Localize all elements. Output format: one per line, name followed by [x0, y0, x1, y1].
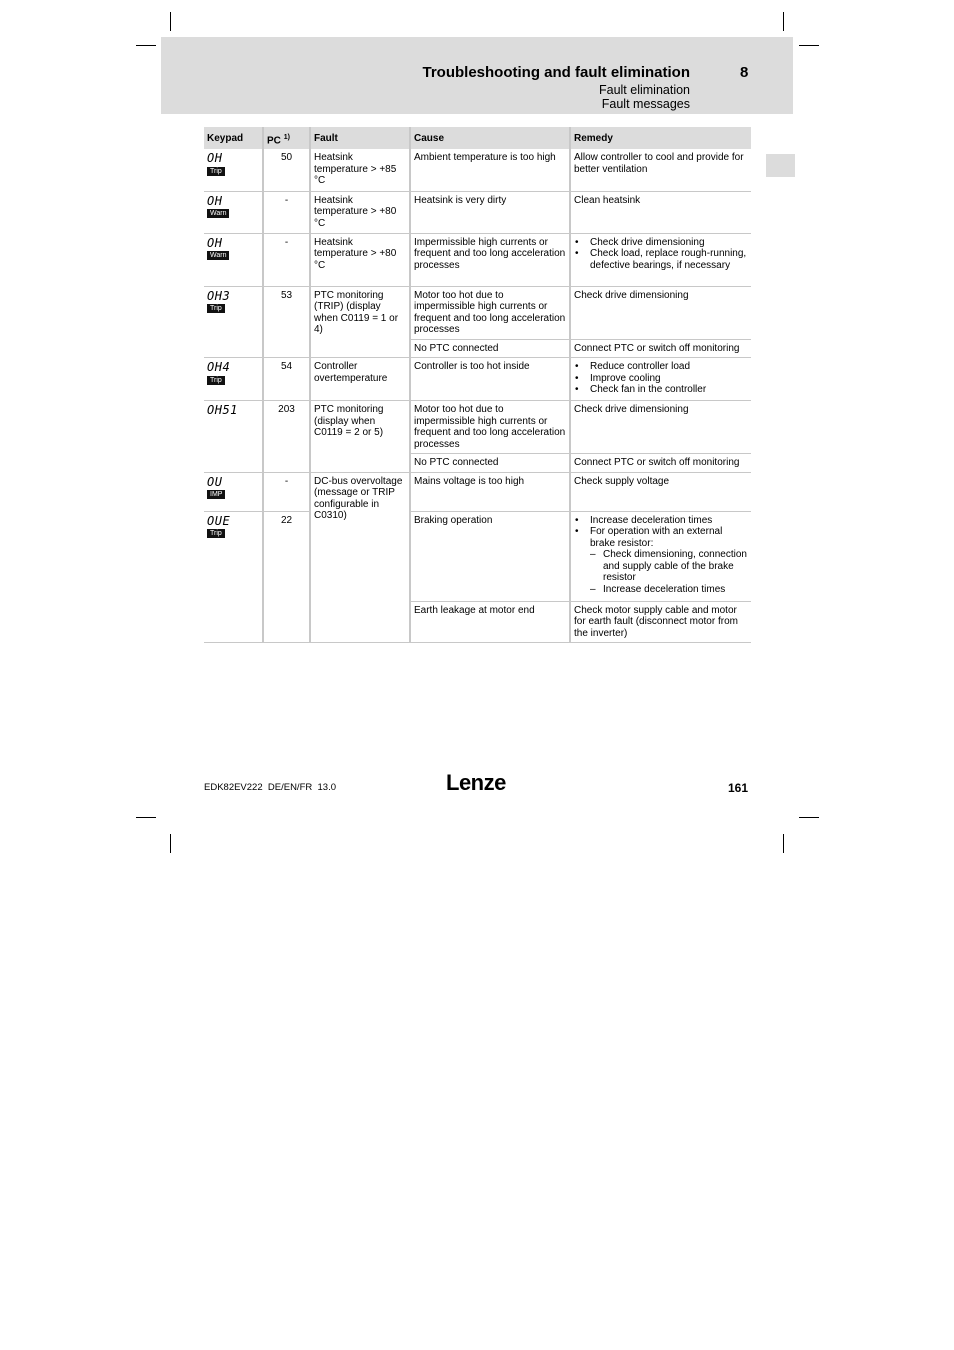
page-title: Troubleshooting and fault elimination	[422, 64, 690, 81]
remedy-cell: Check drive dimensioning	[570, 401, 751, 454]
crop-mark	[136, 45, 156, 46]
status-badge: Trip	[207, 167, 225, 176]
keypad-cell	[204, 358, 263, 401]
table-row	[204, 149, 751, 191]
status-badge: Warn	[207, 251, 229, 260]
fault-cell: DC-bus overvoltage (message or TRIP configurable in C0310)	[310, 472, 410, 643]
remedy-bullet: • Improve cooling	[574, 373, 748, 385]
footnote-mark: 1)	[283, 133, 290, 141]
status-badge: Warn	[207, 209, 229, 218]
document-id: EDK82EV222 DE/EN/FR 13.0	[204, 782, 337, 793]
remedy-cell: Allow controller to cool and provide for better ventilation	[570, 149, 751, 191]
column-header-keypad: Keypad	[204, 127, 263, 149]
cause-cell: Controller is too hot inside	[410, 358, 570, 401]
cause-cell: Motor too hot due to impermissible high currents or frequent and too long acceleration processes	[410, 401, 570, 454]
column-header-cause: Cause	[410, 127, 570, 149]
pc-cell: -	[263, 191, 310, 233]
column-header-fault: Fault	[310, 127, 410, 149]
cause-cell: Heatsink is very dirty	[410, 191, 570, 233]
pc-cell: 203	[263, 401, 310, 473]
pc-cell: 54	[263, 358, 310, 401]
remedy-cell	[570, 233, 751, 286]
remedy-bullet: • Reduce controller load	[574, 361, 748, 373]
table-row	[204, 286, 751, 339]
fault-cell: Heatsink temperature > +80 °C	[310, 233, 410, 286]
remedy-bullet: • Increase deceleration times	[574, 515, 748, 527]
status-badge: Trip	[207, 529, 225, 538]
status-badge: Trip	[207, 376, 225, 385]
keypad-display-code: OH3	[207, 288, 231, 303]
keypad-display-code: OH	[207, 151, 223, 165]
fault-messages-table	[204, 127, 751, 643]
cause-cell: No PTC connected	[410, 339, 570, 358]
remedy-subitem: – Check dimensioning, connection and supply cable of the brake resistor	[590, 549, 748, 584]
table-row	[204, 472, 751, 511]
keypad-cell	[204, 401, 263, 473]
remedy-bullet: • Check fan in the controller	[574, 384, 748, 396]
keypad-cell	[204, 233, 263, 286]
cause-cell: Mains voltage is too high	[410, 472, 570, 511]
table-row	[204, 358, 751, 401]
section-subtitle: Fault messages	[601, 97, 690, 111]
keypad-cell	[204, 149, 263, 191]
cause-cell: Ambient temperature is too high	[410, 149, 570, 191]
remedy-bullet: • Check load, replace rough-running, defective bearings, if necessary	[574, 248, 748, 271]
keypad-display-code: OH	[207, 235, 223, 250]
pc-cell: -	[263, 472, 310, 511]
remedy-cell	[570, 358, 751, 401]
crop-mark	[136, 817, 156, 818]
cause-cell: Impermissible high currents or frequent and too long acceleration processes	[410, 233, 570, 286]
keypad-cell	[204, 286, 263, 358]
status-badge: IMP	[207, 490, 225, 499]
crop-mark	[783, 834, 784, 853]
pc-cell: 53	[263, 286, 310, 358]
crop-mark	[783, 12, 784, 31]
crop-mark	[170, 834, 171, 853]
remedy-cell: Connect PTC or switch off monitoring	[570, 454, 751, 473]
cause-cell: Earth leakage at motor end	[410, 601, 570, 643]
remedy-cell: Check drive dimensioning	[570, 286, 751, 339]
remedy-cell: Check motor supply cable and motor for earth fault (disconnect motor from the inverter)	[570, 601, 751, 643]
cause-cell: No PTC connected	[410, 454, 570, 473]
table-row	[204, 511, 751, 601]
remedy-cell: Check supply voltage	[570, 472, 751, 511]
crop-mark	[799, 45, 819, 46]
keypad-display-code: OUE	[207, 513, 231, 528]
crop-mark	[799, 817, 819, 818]
chapter-side-tab	[766, 154, 795, 177]
fault-cell: PTC monitoring (display when C0119 = 2 or 5)	[310, 401, 410, 473]
fault-cell: Controller overtemperature	[310, 358, 410, 401]
remedy-cell: Clean heatsink	[570, 191, 751, 233]
remedy-subitem: – Increase deceleration times	[590, 584, 748, 596]
status-badge: Trip	[207, 304, 225, 313]
keypad-display-code: OH4	[207, 360, 231, 374]
cause-cell: Braking operation	[410, 511, 570, 601]
section-subtitle: Fault elimination	[598, 83, 690, 97]
fault-cell: Heatsink temperature > +80 °C	[310, 191, 410, 233]
cause-cell: Motor too hot due to impermissible high currents or frequent and too long acceleration processes	[410, 286, 570, 339]
page-number: 161	[728, 781, 749, 795]
keypad-display-code: OU	[207, 474, 223, 489]
keypad-display-code: OH	[207, 193, 223, 208]
table-row	[204, 233, 751, 286]
keypad-cell	[204, 191, 263, 233]
table-row	[204, 401, 751, 454]
table-header-row	[204, 127, 751, 149]
remedy-bullet	[574, 526, 748, 595]
table-row	[204, 191, 751, 233]
pc-cell: 50	[263, 149, 310, 191]
pc-cell: 22	[263, 511, 310, 643]
remedy-bullet: • Check drive dimensioning	[574, 237, 748, 249]
remedy-cell: Connect PTC or switch off monitoring	[570, 339, 751, 358]
lenze-logo: Lenze	[446, 770, 506, 795]
crop-mark	[170, 12, 171, 31]
column-header-remedy: Remedy	[570, 127, 751, 149]
keypad-cell	[204, 472, 263, 511]
remedy-cell	[570, 511, 751, 601]
remedy-bullet-text: For operation with an external brake resistor:	[590, 526, 723, 549]
column-header-pc: PC $^{1)}$	[263, 127, 310, 149]
pc-cell: -	[263, 233, 310, 286]
fault-cell: Heatsink temperature > +85 °C	[310, 149, 410, 191]
chapter-number: 8	[740, 64, 749, 81]
keypad-cell	[204, 511, 263, 643]
keypad-display-code: OH51	[207, 403, 238, 417]
fault-cell: PTC monitoring (TRIP) (display when C0119 = 1 or 4)	[310, 286, 410, 358]
